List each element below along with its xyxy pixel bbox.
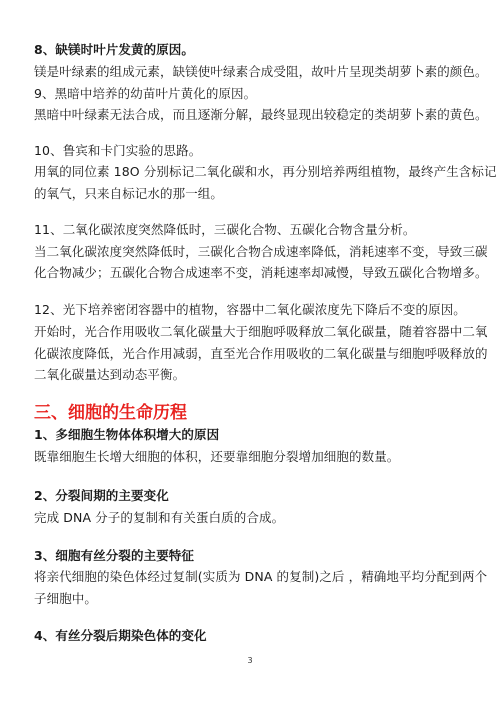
text-line: 二氧化碳量达到动态平衡。 bbox=[34, 367, 186, 382]
item-heading: 3、细胞有丝分裂的主要特征 bbox=[34, 548, 194, 563]
text-line: 用氧的同位素 18O 分别标记二氧化碳和水，再分别培养两组植物，最终产生含标记 bbox=[34, 164, 497, 179]
text-line: 子细胞中。 bbox=[34, 591, 98, 606]
text-line: 当二氧化碳浓度突然降低时，三碳化合物合成速率降低，消耗速率不变，导致三碳 bbox=[34, 244, 488, 259]
item-heading: 8、缺镁时叶片发黄的原因。 bbox=[34, 42, 194, 57]
text-line: 既靠细胞生长增大细胞的体积，还要靠细胞分裂增加细胞的数量。 bbox=[34, 449, 400, 464]
text-line: 10、鲁宾和卡门实验的思路。 bbox=[34, 143, 202, 158]
text-line: 9、黑暗中培养的幼苗叶片黄化的原因。 bbox=[34, 86, 257, 101]
page-number: 3 bbox=[247, 656, 253, 665]
text-line: 化碳浓度降低，光合作用减弱，直至光合作用吸收的二氧化碳量与细胞呼吸释放的 bbox=[34, 346, 488, 361]
item-heading: 2、分裂间期的主要变化 bbox=[34, 488, 169, 503]
text-line: 开始时，光合作用吸收二氧化碳量大于细胞呼吸释放二氧化碳量，随着容器中二氧 bbox=[34, 324, 488, 339]
text-line: 的氧气，只来自标记水的那一组。 bbox=[34, 186, 224, 201]
text-line: 将亲代细胞的染色体经过复制(实质为 DNA 的复制)之后 ，精确地平均分配到两个 bbox=[34, 569, 488, 584]
text-line: 镁是叶绿素的组成元素，缺镁使叶绿素合成受阻，故叶片呈现类胡萝卜素的颜色。 bbox=[34, 64, 488, 79]
section-heading: 三、细胞的生命历程 bbox=[34, 403, 187, 423]
item-heading: 4、有丝分裂后期染色体的变化 bbox=[34, 628, 207, 643]
text-line: 完成 DNA 分子的复制和有关蛋白质的合成。 bbox=[34, 510, 285, 525]
text-line: 化合物减少；五碳化合物合成速率不变，消耗速率却减慢，导致五碳化合物增多。 bbox=[34, 265, 488, 280]
text-line: 11、二氧化碳浓度突然降低时，三碳化合物、五碳化合物含量分析。 bbox=[34, 222, 416, 237]
item-heading: 1、多细胞生物体体积增大的原因 bbox=[34, 427, 220, 442]
text-line: 黑暗中叶绿素无法合成，而且逐渐分解，最终显现出较稳定的类胡萝卜素的黄色。 bbox=[34, 107, 488, 122]
text-line: 12、光下培养密闭容器中的植物，容器中二氧化碳浓度先下降后不变的原因。 bbox=[34, 302, 466, 317]
